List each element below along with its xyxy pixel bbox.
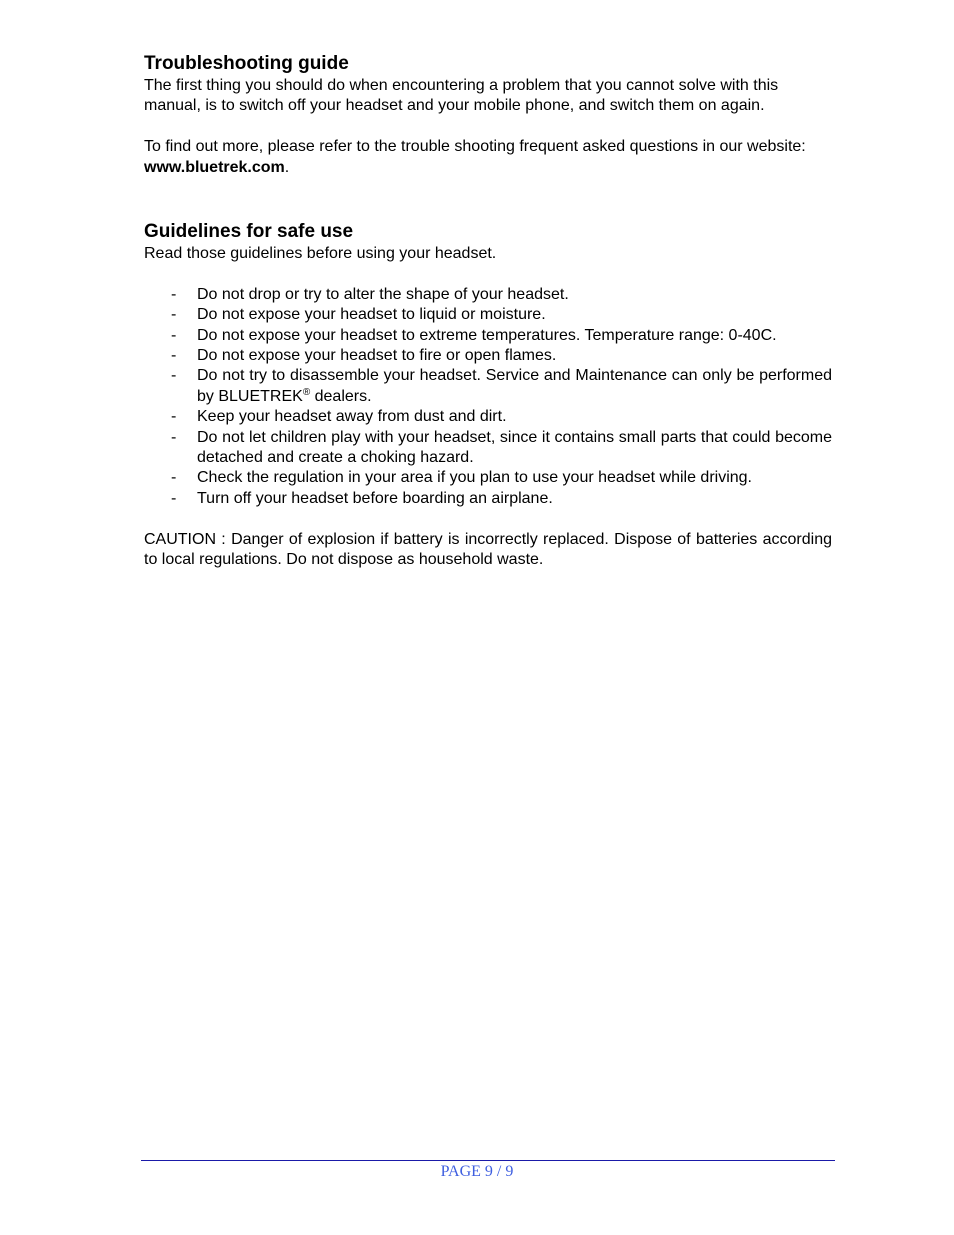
list-item (144, 285, 832, 305)
registered-mark: ® (302, 386, 311, 398)
list-item-text: Keep your headset away from dust and dirt. (197, 408, 507, 426)
page-content (144, 52, 832, 570)
list-item-text: Do not expose your headset to extreme temperatures. Temperature range: 0-40C. (197, 326, 777, 344)
troubleshooting-paragraph: The first thing you should do when encountering a problem that you cannot solve with this manual, is to switch off your headset and your mobile phone, and switch them on again. (144, 77, 779, 115)
list-item (144, 326, 832, 346)
bullet-dash: - (171, 367, 177, 385)
website-link[interactable]: www.bluetrek.com (144, 158, 285, 176)
bullet-dash: - (171, 489, 177, 507)
bullet-dash: - (171, 428, 177, 446)
spacer (144, 264, 832, 284)
list-item-text: Turn off your headset before boarding an airplane. (197, 489, 553, 507)
spacer (144, 509, 832, 529)
list-item (144, 366, 832, 407)
list-item (144, 407, 832, 427)
period: . (284, 158, 290, 176)
bullet-dash: - (171, 469, 177, 487)
footer-divider (141, 1160, 835, 1161)
bullet-dash: - (171, 326, 177, 344)
list-item (144, 305, 832, 325)
website-paragraph (144, 137, 832, 178)
list-item (144, 489, 832, 509)
guidelines-list (144, 285, 832, 509)
guidelines-heading: Guidelines for safe use (144, 221, 354, 243)
website-text: To find out more, please refer to the trouble shooting frequent asked questions in our website: (144, 138, 806, 156)
troubleshooting-heading: Troubleshooting guide (144, 53, 349, 74)
list-item (144, 428, 832, 469)
bullet-dash: - (171, 306, 177, 324)
bullet-dash: - (171, 408, 177, 426)
list-item-text: Do not drop or try to alter the shape of your headset. (197, 285, 569, 303)
section-spacer (144, 178, 832, 220)
spacer (144, 117, 832, 137)
list-item-text: Check the regulation in your area if you plan to use your headset while driving. (197, 469, 752, 487)
list-item-text-suffix: dealers. (310, 387, 372, 405)
bullet-dash: - (171, 347, 177, 365)
list-item-text: Do not try to disassemble your headset. Service and Maintenance can only be performed by BLUETREK (197, 367, 832, 405)
list-item-text: Do not expose your headset to fire or open flames. (197, 347, 557, 365)
guidelines-intro: Read those guidelines before using your headset. (144, 245, 497, 263)
list-item (144, 468, 832, 488)
caution-paragraph: CAUTION : Danger of explosion if battery is incorrectly replaced. Dispose of batteries according to local regulations. Do not dispose as household waste. (144, 530, 832, 569)
page-number: PAGE 9 / 9 (440, 1163, 514, 1180)
list-item (144, 346, 832, 366)
list-item-text: Do not let children play with your headset, since it contains small parts that could become detached and create a choking hazard. (197, 428, 832, 467)
bullet-dash: - (171, 285, 177, 303)
list-item-text: Do not expose your headset to liquid or moisture. (197, 306, 546, 324)
